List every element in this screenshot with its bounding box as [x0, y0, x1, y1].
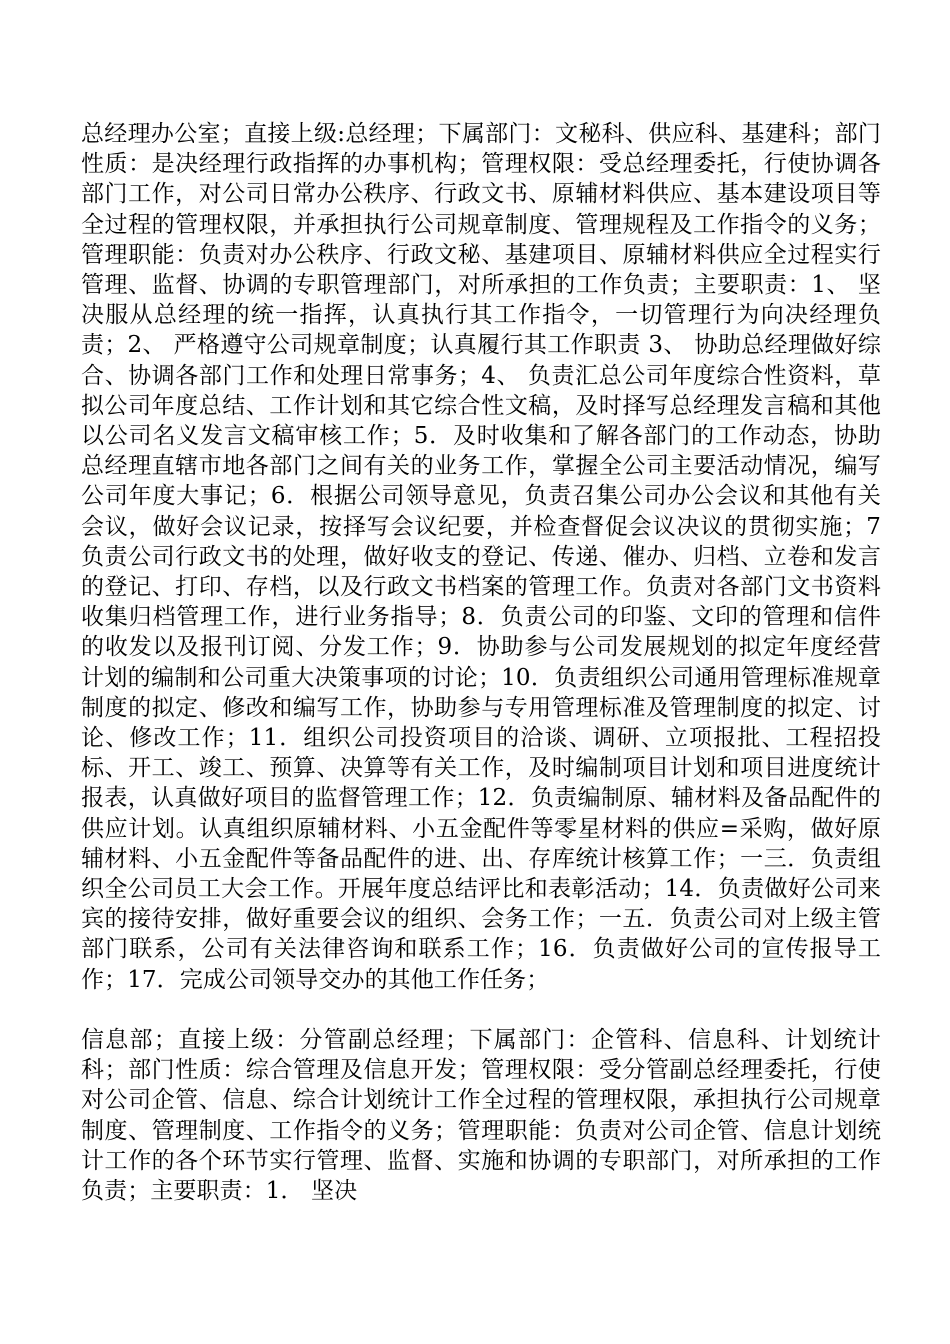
- office-department-paragraph: 总经理办公室；直接上级:总经理；下属部门：文秘科、供应科、基建科；部门性质：是决经理行政指挥的办事机构；管理权限：受总经理委托，行使协调各部门工作，对公司日常办公秩序、行政文书、原辅材料供应、基本建设项目等全过程的管理权限，并承担执行公司规章制度、管理规程及工作指令的义务；管理职能：负责对办公秩序、行政文秘、基建项目、原辅材料供应全过程实行管理、监督、协调的专职管理部门，对所承担的工作负责；主要职责：1、 坚决服从总经理的统一指挥，认真执行其工作指令，一切管理行为向决经理负责；2、 严格遵守公司规章制度；认真履行其工作职责 3、 协助总经理做好综合、协调各部门工作和处理日常事务；4、 负责汇总公司年度综合性资料，草拟公司年度总结、工作计划和其它综合性文稿，及时择写总经理发言稿和其他以公司名义发言文稿审核工作；5．及时收集和了解各部门的工作动态，协助总经理直辖市地各部门之间有关的业务工作，掌握全公司主要活动情况，编写公司年度大事记；6．根据公司领导意见，负责召集公司办公会议和其他有关会议，做好会议记录，按择写会议纪要，并检查督促会议决议的贯彻实施；7 负责公司行政文书的处理，做好收支的登记、传递、催办、归档、立卷和发言的登记、打印、存档，以及行政文书档案的管理工作。负责对各部门文书资料收集归档管理工作，进行业务指导；8．负责公司的印鉴、文印的管理和信件的收发以及报刊订阅、分发工作；9．协助参与公司发展规划的拟定年度经营计划的编制和公司重大决策事项的讨论；10．负责组织公司通用管理标准规章制度的拟定、修改和编写工作，协助参与专用管理标准及管理制度的拟定、讨论、修改工作；11．组织公司投资项目的洽谈、调研、立项报批、工程招投标、开工、竣工、预算、决算等有关工作，及时编制项目计划和项目进度统计报表，认真做好项目的监督管理工作；12．负责编制原、辅材料及备品配件的供应计划。认真组织原辅材料、小五金配件等零星材料的供应=采购，做好原辅材料、小五金配件等备品配件的进、出、存库统计核算工作；一三．负责组织全公司员工大会工作。开展年度总结评比和表彰活动；14．负责做好公司来宾的接待安排，做好重要会议的组织、会务工作；一五．负责公司对上级主管部门联系，公司有关法律咨询和联系工作；16．负责做好公司的宣传报导工作；17．完成公司领导交办的其他工作任务；: [81, 121, 881, 993]
- paragraph-spacer: [81, 995, 881, 1025]
- document-page: [81, 119, 881, 1206]
- information-department-paragraph: 信息部；直接上级：分管副总经理；下属部门：企管科、信息科、计划统计科；部门性质：综合管理及信息开发；管理权限：受分管副总经理委托，行使对公司企管、信息、综合计划统计工作全过程的管理权限，承担执行公司规章制度、管理制度、工作指令的义务；管理职能：负责对公司企管、信息计划统计工作的各个环节实行管理、监督、实施和协调的专职部门，对所承担的工作负责；主要职责：1． 坚决: [81, 1026, 881, 1204]
